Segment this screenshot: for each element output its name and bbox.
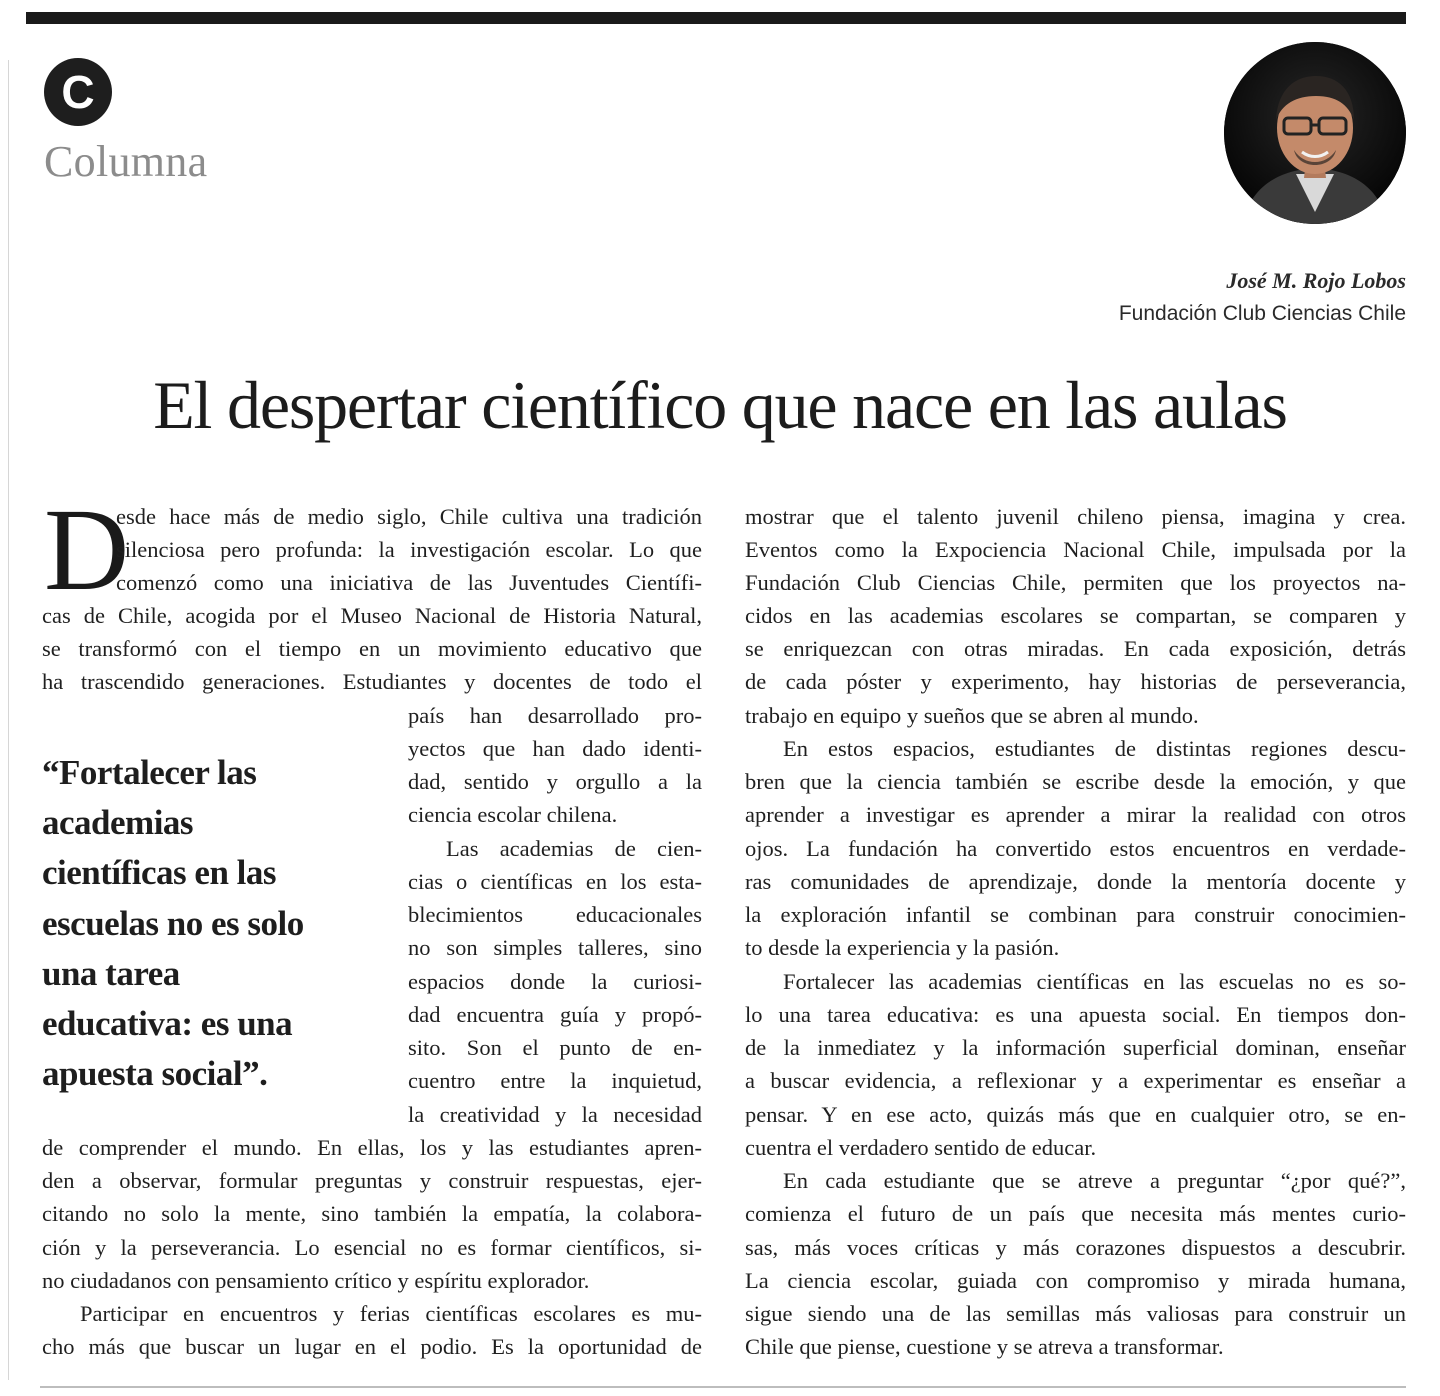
pull-quote: [42, 748, 387, 1099]
body-line: se transformó con el tiempo en un movimiento educativo que: [42, 636, 702, 661]
body-line: Fortalecer las academias científicas en las escuelas no es so-: [783, 969, 1406, 994]
body-line: ha trascendido generaciones. Estudiantes y docentes de todo el: [42, 669, 702, 694]
pull-quote-line: “Fortalecer las: [42, 753, 257, 792]
body-line: no ciudadanos con pensamiento crítico y espíritu explorador.: [42, 1268, 590, 1293]
body-line: ción y la perseverancia. Lo esencial no es formar científicos, si-: [42, 1235, 702, 1260]
body-line: Fundación Club Ciencias Chile, permiten que los proyectos na-: [745, 570, 1406, 595]
body-line: citando no solo la mente, sino también la empatía, la colabora-: [42, 1201, 702, 1226]
pull-quote-line: escuelas no es solo: [42, 903, 304, 943]
body-line: sigue siendo una de las semillas más valiosas para construir un: [745, 1301, 1406, 1326]
pull-quote-line: apuesta social”.: [42, 1054, 268, 1094]
body-line: de cada póster y experimento, hay historias de perseverancia,: [745, 669, 1406, 694]
body-line: dad, sentido y orgullo a la: [408, 769, 702, 794]
body-line: cho más que buscar un lugar en el podio. Es la oportunidad de: [42, 1334, 702, 1359]
pull-quote-line: una tarea: [42, 953, 180, 993]
top-rule: [26, 12, 1406, 24]
body-line: espacios donde la curiosi-: [408, 969, 702, 994]
body-line: mostrar que el talento juvenil chileno piensa, imagina y crea.: [745, 504, 1406, 529]
body-line: lo una tarea educativa: es una apuesta social. En tiempos don-: [745, 1002, 1406, 1027]
body-line: bren que la ciencia también se escribe desde la emoción, y que: [745, 769, 1406, 794]
body-line: de comprender el mundo. En ellas, los y las estudiantes apren-: [42, 1135, 702, 1160]
body-line: dad encuentra guía y propó-: [408, 1002, 702, 1027]
pull-quote-line: educativa: es una: [42, 1004, 293, 1044]
body-line: Las academias de cien-: [446, 836, 702, 861]
headline: El despertar científico que nace en las aulas: [153, 367, 1287, 443]
body-line: cuentro entre la inquietud,: [408, 1068, 702, 1093]
body-line: ojos. La fundación ha convertido estos encuentros en verdade-: [745, 836, 1406, 861]
body-line: to desde la experiencia y la pasión.: [745, 935, 1060, 960]
body-line: yectos que han dado identi-: [408, 736, 702, 761]
body-line: aprender a investigar es aprender a mirar la realidad con otros: [745, 802, 1406, 827]
section-name: Columna: [44, 137, 208, 186]
body-line: a buscar evidencia, a reflexionar y a experimentar es enseñar a: [745, 1068, 1406, 1093]
body-line: sas, más voces críticas y más corazones dispuestos a descubrir.: [745, 1235, 1406, 1260]
drop-cap: D: [44, 484, 130, 615]
body-line: la exploración infantil se combinan para construir conocimien-: [745, 902, 1406, 927]
body-line: cuentra el verdadero sentido de educar.: [745, 1135, 1097, 1160]
author-portrait-icon: [1224, 42, 1406, 224]
left-margin-rule: [8, 60, 9, 1380]
body-line: cidos en las academias escolares se compartan, se comparen y: [745, 603, 1406, 628]
body-line: En estos espacios, estudiantes de distintas regiones descu-: [783, 736, 1406, 761]
body-line: no son simples talleres, sino: [408, 935, 702, 960]
body-line: ras comunidades de aprendizaje, donde la mentoría docente y: [745, 869, 1406, 894]
body-line: cas de Chile, acogida por el Museo Nacional de Historia Natural,: [42, 603, 702, 628]
body-line: cias o científicas en los esta-: [408, 869, 702, 894]
bottom-rule: [40, 1386, 1406, 1388]
body-line: trabajo en equipo y sueños que se abren al mundo.: [745, 703, 1199, 728]
author-name: José M. Rojo Lobos: [1226, 268, 1406, 293]
body-line: de la inmediatez y la información superficial dominan, enseñar: [745, 1035, 1406, 1060]
pull-quote-line: academias: [42, 803, 194, 843]
body-line: la creatividad y la necesidad: [408, 1102, 702, 1127]
body-line: silenciosa pero profunda: la investigación escolar. Lo que: [116, 537, 702, 562]
body-line: Participar en encuentros y ferias científicas escolares es mu-: [80, 1301, 702, 1326]
body-line: pensar. Y en ese acto, quizás más que en cualquier otro, se en-: [745, 1102, 1406, 1127]
body-line: Eventos como la Expociencia Nacional Chile, impulsada por la: [745, 537, 1406, 562]
author-portrait-svg: [1224, 42, 1406, 224]
body-line: den a observar, formular preguntas y construir respuestas, ejer-: [42, 1168, 702, 1193]
body-line: En cada estudiante que se atreve a preguntar “¿por qué?”,: [783, 1168, 1406, 1193]
body-line: esde hace más de medio siglo, Chile cultiva una tradición: [116, 504, 702, 529]
body-line: comenzó como una iniciativa de las Juventudes Científi-: [116, 570, 702, 595]
body-line: ciencia escolar chilena.: [408, 802, 618, 827]
author-organization: Fundación Club Ciencias Chile: [1118, 302, 1406, 325]
body-line: país han desarrollado pro-: [408, 703, 702, 728]
body-line: sito. Son el punto de en-: [408, 1035, 702, 1060]
body-line: Chile que piense, cuestione y se atreva a transformar.: [745, 1334, 1224, 1359]
body-line: se enriquezcan con otras miradas. En cada exposición, detrás: [745, 636, 1406, 661]
body-line: comienza el futuro de un país que necesita más mentes curio-: [745, 1201, 1406, 1226]
pull-quote-line: científicas en las: [42, 853, 277, 893]
section-badge-icon: C: [44, 58, 112, 126]
body-line: blecimientos educacionales: [408, 902, 702, 927]
body-line: La ciencia escolar, guiada con compromiso y mirada humana,: [745, 1268, 1406, 1293]
